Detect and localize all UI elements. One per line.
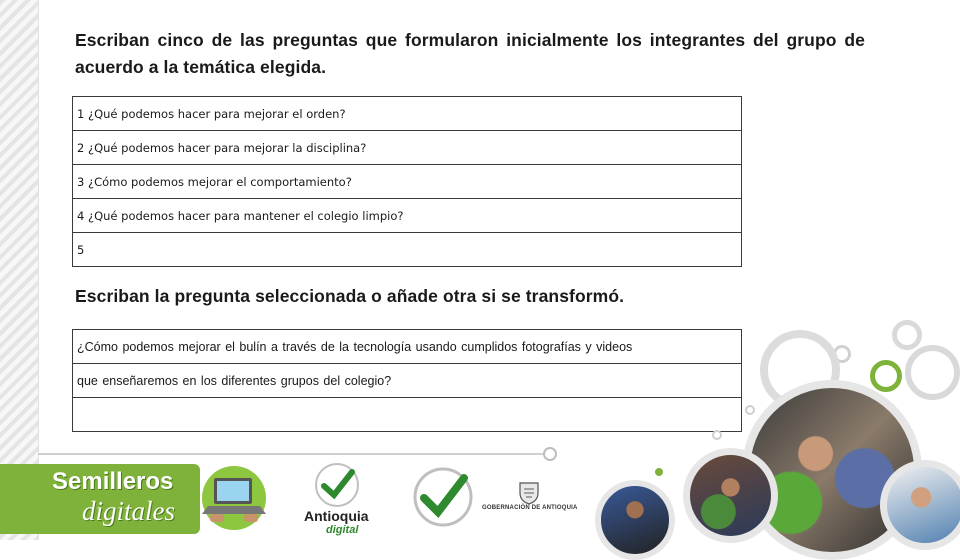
selected-question-line[interactable] — [73, 398, 742, 432]
decorative-dot — [712, 430, 722, 440]
selected-question-table — [72, 329, 742, 432]
decorative-ring-green — [870, 360, 902, 392]
table-row — [73, 165, 742, 199]
question-cell[interactable]: 2 ¿Qué podemos hacer para mejorar la disciplina? — [73, 131, 742, 165]
heading-five-questions: Escriban cinco de las preguntas que formularon inicialmente los integrantes del grupo de acuerdo a la temática elegida. — [75, 30, 865, 77]
antioquia-logo-word: Antioquia — [304, 508, 369, 524]
question-cell[interactable]: 3 ¿Cómo podemos mejorar el comportamiento? — [73, 165, 742, 199]
heading-selected-question: Escriban la pregunta seleccionada o añade otra si se transformó. — [75, 286, 625, 306]
footer-line-dot — [543, 447, 557, 461]
antioquia-educada-seal-icon — [412, 466, 474, 528]
semilleros-digitales-badge — [0, 458, 268, 540]
antioquia-seal-icon — [314, 462, 360, 508]
laptop-hands-icon — [200, 460, 268, 532]
table-row — [73, 199, 742, 233]
table-row — [73, 364, 742, 398]
antioquia-educada-logo — [412, 466, 474, 528]
students-photo-left — [595, 480, 675, 560]
table-row — [73, 131, 742, 165]
selected-question-line[interactable]: ¿Cómo podemos mejorar el bulín a través de la tecnología usando cumplidos fotografías y videos — [73, 330, 742, 364]
badge-title-line2: digitales — [82, 496, 175, 526]
question-cell[interactable]: 5 — [73, 233, 742, 267]
gobernacion-shield-icon — [518, 481, 540, 505]
badge-title-line1: Semilleros — [52, 468, 174, 495]
question-cell[interactable]: 4 ¿Qué podemos hacer para mantener el colegio limpio? — [73, 199, 742, 233]
students-photo-small — [683, 448, 778, 543]
table-row — [73, 233, 742, 267]
decorative-ring — [892, 320, 922, 350]
students-photo-right — [880, 460, 960, 550]
decorative-ring — [905, 345, 960, 400]
decorative-dot — [745, 405, 755, 415]
table-row — [73, 97, 742, 131]
decorative-dot-green — [655, 468, 663, 476]
footer-line — [38, 453, 550, 455]
table-row — [73, 330, 742, 364]
table-row — [73, 398, 742, 432]
antioquia-digital-logo — [300, 462, 368, 540]
digital-logo-word: digital — [326, 524, 359, 536]
gobernacion-label: GOBERNACIÓN DE ANTIOQUIA — [482, 505, 578, 511]
questions-table — [72, 96, 742, 267]
question-cell[interactable]: 1 ¿Qué podemos hacer para mejorar el orden? — [73, 97, 742, 131]
selected-question-line[interactable]: que enseñaremos en los diferentes grupos del colegio? — [73, 364, 742, 398]
